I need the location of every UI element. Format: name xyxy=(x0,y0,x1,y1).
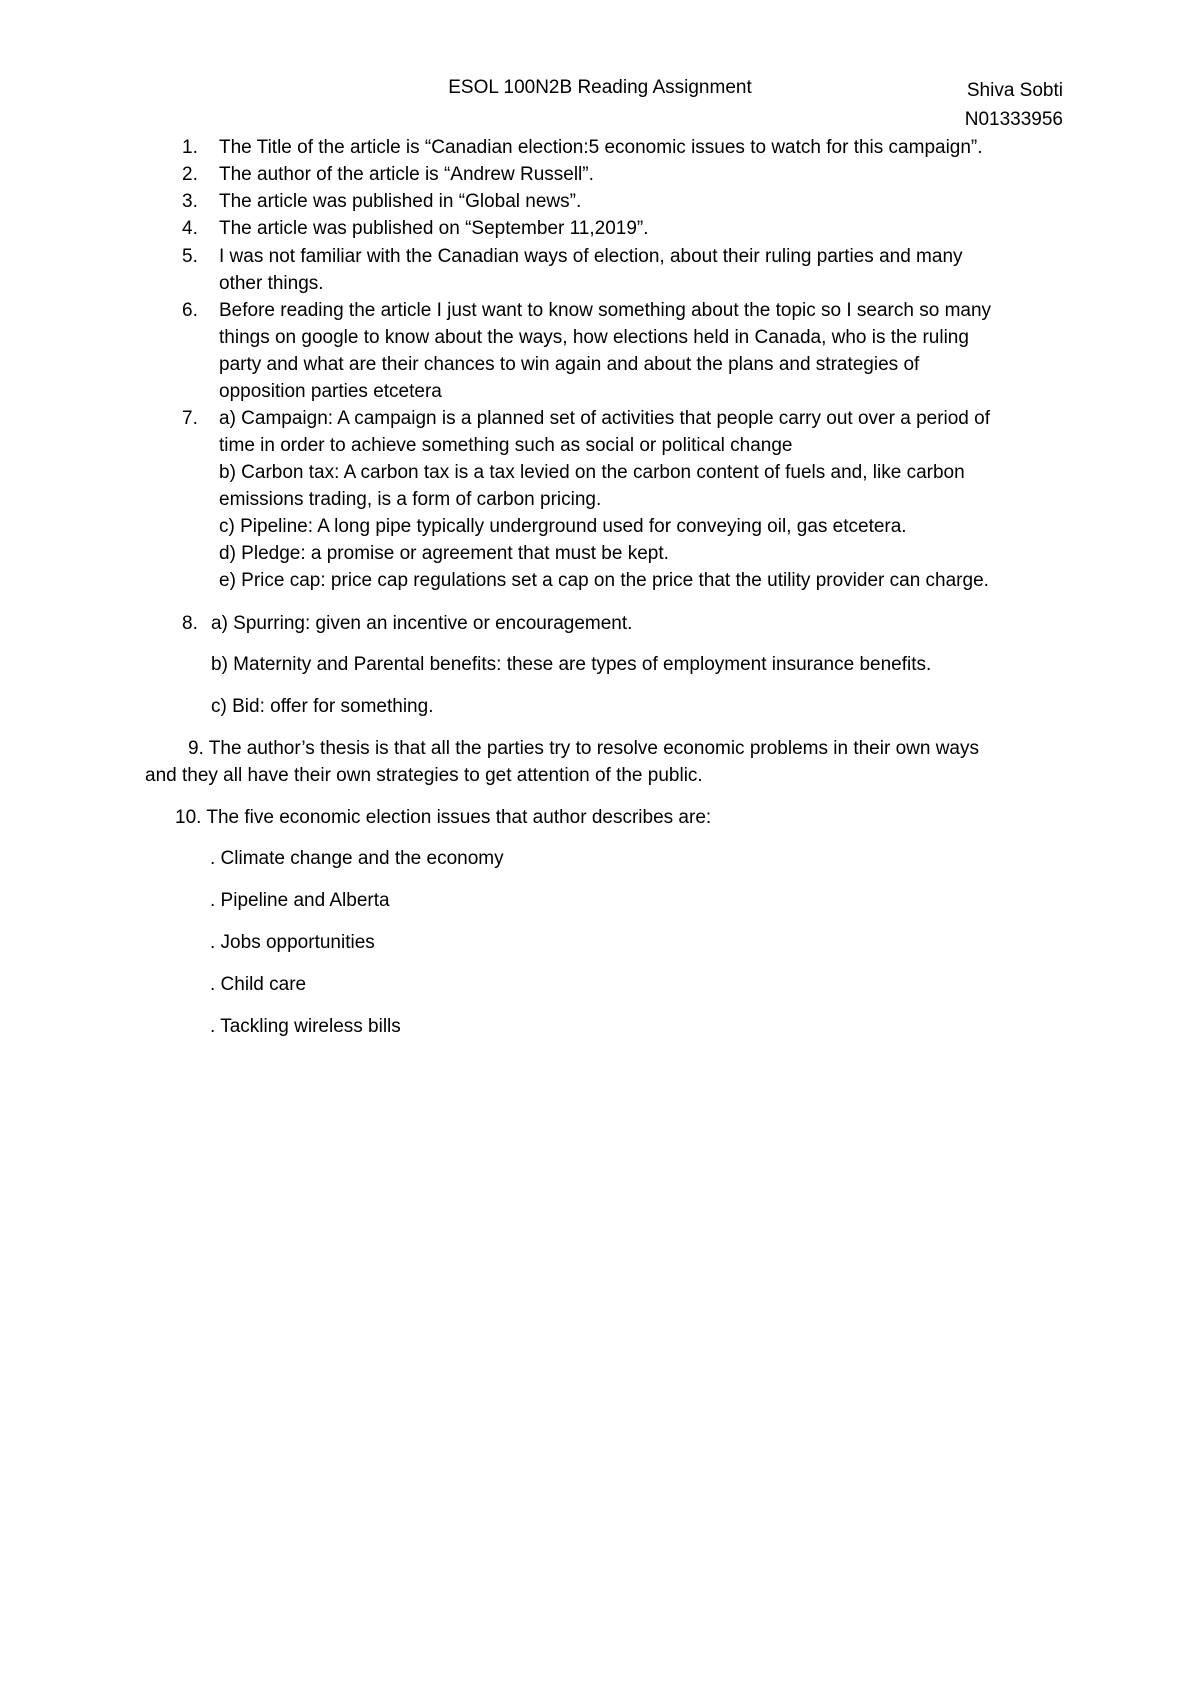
item-text: things on google to know about the ways, how elections held in Canada, who is the ruling xyxy=(219,327,969,348)
item-text: d) Pledge: a promise or agreement that must be kept. xyxy=(219,543,669,564)
author-name: Shiva Sobti xyxy=(966,80,1063,101)
item-number: 1. xyxy=(182,137,198,158)
item-text: c) Bid: offer for something. xyxy=(211,696,434,717)
item-text: The author of the article is “Andrew Russell”. xyxy=(219,164,594,185)
item-text: time in order to achieve something such as social or political change xyxy=(219,435,793,456)
item-text: e) Price cap: price cap regulations set a cap on the price that the utility provider can charge. xyxy=(219,570,989,591)
item-text: other things. xyxy=(219,273,324,294)
item-text: Before reading the article I just want to know something about the topic so I search so many xyxy=(219,300,992,321)
list-item: . Tackling wireless bills xyxy=(210,1016,401,1037)
item-number: 6. xyxy=(182,300,198,321)
item-text: I was not familiar with the Canadian ways of election, about their ruling parties and many xyxy=(219,246,963,267)
list-item: . Pipeline and Alberta xyxy=(210,890,390,911)
item-number: 5. xyxy=(182,246,198,267)
item-text: a) Spurring: given an incentive or encouragement. xyxy=(211,613,633,634)
item-text: b) Maternity and Parental benefits: these are types of employment insurance benefits. xyxy=(211,654,932,675)
item-number: 8. xyxy=(182,613,198,634)
item-number: 4. xyxy=(182,218,198,239)
thesis-line: 9. The author’s thesis is that all the parties try to resolve economic problems in their own ways xyxy=(188,738,979,759)
list-item: . Child care xyxy=(210,974,307,995)
item-text: The Title of the article is “Canadian election:5 economic issues to watch for this campaign”. xyxy=(219,137,983,158)
item-text: opposition parties etcetera xyxy=(219,381,442,402)
author-block xyxy=(965,76,1063,134)
item-number: 2. xyxy=(182,164,198,185)
issues-intro: 10. The five economic election issues that author describes are: xyxy=(175,807,712,828)
item-text: c) Pipeline: A long pipe typically underground used for conveying oil, gas etcetera. xyxy=(219,516,907,537)
item-text: b) Carbon tax: A carbon tax is a tax levied on the carbon content of fuels and, like carbon xyxy=(219,462,965,483)
item-number: 7. xyxy=(182,408,198,429)
student-id: N01333956 xyxy=(964,109,1063,130)
list-item: . Jobs opportunities xyxy=(210,932,375,953)
item-text: a) Campaign: A campaign is a planned set of activities that people carry out over a period of xyxy=(219,408,991,429)
item-number: 3. xyxy=(182,191,198,212)
document-title: ESOL 100N2B Reading Assignment xyxy=(448,77,752,98)
item-text: The article was published on “September 11,2019”. xyxy=(219,218,649,239)
list-item: . Climate change and the economy xyxy=(210,848,504,869)
item-text: emissions trading, is a form of carbon pricing. xyxy=(219,489,602,510)
item-text: The article was published in “Global news”. xyxy=(219,191,582,212)
item-text: party and what are their chances to win again and about the plans and strategies of xyxy=(219,354,920,375)
thesis-line: and they all have their own strategies to get attention of the public. xyxy=(145,765,703,786)
